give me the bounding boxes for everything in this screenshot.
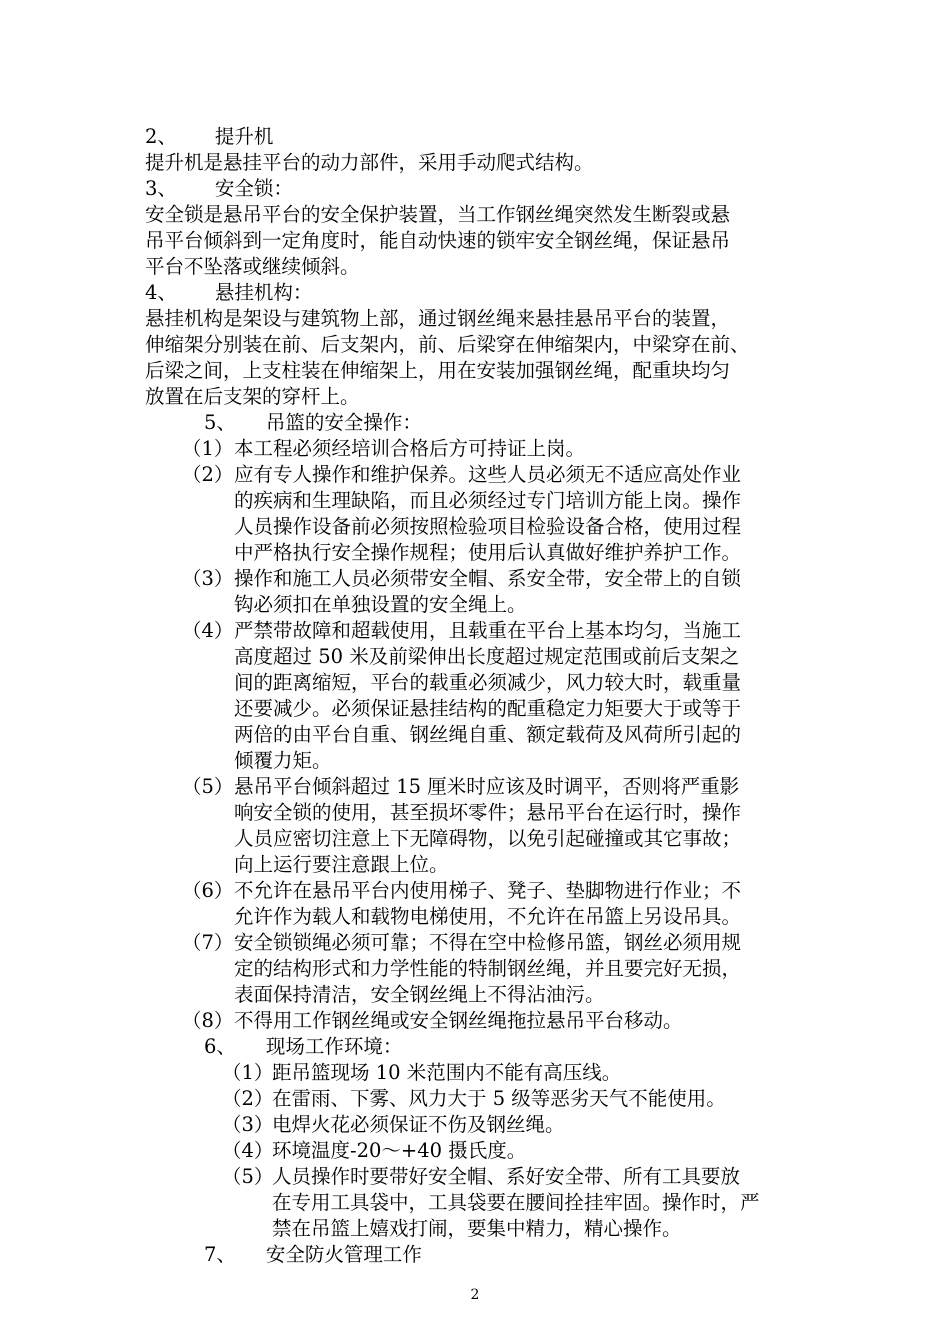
section-number: 3、 xyxy=(145,177,177,200)
section-title: 安全防火管理工作 xyxy=(265,1243,422,1266)
section-title: 提升机 xyxy=(214,125,274,148)
list-item-text: 间的距离缩短，平台的载重必须减少，风力较大时，载重量 xyxy=(234,671,742,694)
paragraph-line: 安全锁是悬吊平台的安全保护装置，当工作钢丝绳突然发生断裂或悬 xyxy=(145,203,731,226)
list-item-label: （7） xyxy=(182,931,234,954)
list-item-label: （1） xyxy=(222,1061,274,1084)
section-number: 2、 xyxy=(145,125,177,148)
section-title: 吊篮的安全操作： xyxy=(265,411,422,434)
list-item-text: 禁在吊篮上嬉戏打闹，要集中精力，精心操作。 xyxy=(272,1217,682,1240)
page-number: 2 xyxy=(470,1287,480,1303)
list-item-text: 定的结构形式和力学性能的特制钢丝绳，并且要完好无损， xyxy=(234,957,742,980)
paragraph-line: 放置在后支架的穿杆上。 xyxy=(145,385,360,408)
section-number: 6、 xyxy=(204,1035,236,1058)
list-item-text: 的疾病和生理缺陷，而且必须经过专门培训方能上岗。操作 xyxy=(234,489,742,512)
list-item-text: 不允许在悬吊平台内使用梯子、凳子、垫脚物进行作业；不 xyxy=(234,879,742,902)
list-item-text: 安全锁锁绳必须可靠；不得在空中检修吊篮，钢丝必须用规 xyxy=(234,931,742,954)
paragraph-line: 平台不坠落或继续倾斜。 xyxy=(145,255,360,278)
list-item-text: 表面保持清洁，安全钢丝绳上不得沾油污。 xyxy=(234,983,605,1006)
list-item-label: （4） xyxy=(182,619,234,642)
section-title: 安全锁： xyxy=(214,177,293,200)
list-item-label: （1） xyxy=(182,437,234,460)
paragraph-line: 伸缩架分别装在前、后支架内，前、后梁穿在伸缩架内，中梁穿在前、 xyxy=(145,333,750,356)
list-item-text: 距吊篮现场 10 米范围内不能有高压线。 xyxy=(272,1061,622,1084)
paragraph-line: 悬挂机构是架设与建筑物上部，通过钢丝绳来悬挂悬吊平台的装置， xyxy=(145,307,731,330)
list-item-text: 两倍的由平台自重、钢丝绳自重、额定载荷及风荷所引起的 xyxy=(234,723,742,746)
list-item-text: 人员操作设备前必须按照检验项目检验设备合格，使用过程 xyxy=(234,515,742,538)
section-heading-2 xyxy=(145,124,273,150)
section-title: 现场工作环境： xyxy=(265,1035,403,1058)
list-item-text: 严禁带故障和超载使用，且载重在平台上基本均匀，当施工 xyxy=(234,619,742,642)
list-item-label: （3） xyxy=(182,567,234,590)
list-item-text: 在雷雨、下雾、风力大于 5 级等恶劣天气不能使用。 xyxy=(272,1087,726,1110)
section-number: 4、 xyxy=(145,281,177,304)
list-item-label: （4） xyxy=(222,1139,274,1162)
list-item-text: 还要减少。必须保证悬挂结构的配重稳定力矩要大于或等于 xyxy=(234,697,742,720)
section-heading-4 xyxy=(145,280,312,306)
section-number: 7、 xyxy=(204,1243,236,1266)
list-item-label: （5） xyxy=(182,775,234,798)
list-item-label: （2） xyxy=(182,463,234,486)
list-item-text: 高度超过 50 米及前梁伸出长度超过规定范围或前后支架之 xyxy=(234,645,740,668)
section-heading-5 xyxy=(204,410,422,436)
paragraph-line: 提升机是悬挂平台的动力部件，采用手动爬式结构。 xyxy=(145,151,594,174)
list-item-text: 倾覆力矩。 xyxy=(234,749,332,772)
list-item-text: 本工程必须经培训合格后方可持证上岗。 xyxy=(234,437,586,460)
paragraph-line: 后梁之间，上支柱装在伸缩架上，用在安装加强钢丝绳，配重块均匀 xyxy=(145,359,731,382)
list-item-text: 应有专人操作和维护保养。这些人员必须无不适应高处作业 xyxy=(234,463,742,486)
section-number: 5、 xyxy=(204,411,236,434)
section-heading-3 xyxy=(145,176,293,202)
list-item-text: 在专用工具袋中，工具袋要在腰间拴挂牢固。操作时，严 xyxy=(272,1191,760,1214)
list-item-text: 悬吊平台倾斜超过 15 厘米时应该及时调平，否则将严重影 xyxy=(234,775,740,798)
list-item-label: （6） xyxy=(182,879,234,902)
section-title: 悬挂机构： xyxy=(214,281,313,304)
list-item-text: 环境温度-20～+40 摄氏度。 xyxy=(272,1139,527,1162)
list-item-label: （3） xyxy=(222,1113,274,1136)
list-item-label: （8） xyxy=(182,1009,234,1032)
list-item-text: 向上运行要注意跟上位。 xyxy=(234,853,449,876)
list-item-text: 允许作为载人和载物电梯使用，不允许在吊篮上另设吊具。 xyxy=(234,905,742,928)
paragraph-line: 吊平台倾斜到一定角度时，能自动快速的锁牢安全钢丝绳，保证悬吊 xyxy=(145,229,731,252)
list-item-text: 人员操作时要带好安全帽、系好安全带、所有工具要放 xyxy=(272,1165,741,1188)
list-item-text: 响安全锁的使用，甚至损坏零件；悬吊平台在运行时，操作 xyxy=(234,801,742,824)
list-item-label: （5） xyxy=(222,1165,274,1188)
list-item-text: 不得用工作钢丝绳或安全钢丝绳拖拉悬吊平台移动。 xyxy=(234,1009,683,1032)
list-item-label: （2） xyxy=(222,1087,274,1110)
section-heading-6 xyxy=(204,1034,402,1060)
list-item-text: 操作和施工人员必须带安全帽、系安全带，安全带上的自锁 xyxy=(234,567,742,590)
list-item-text: 人员应密切注意上下无障碍物，以免引起碰撞或其它事故； xyxy=(234,827,742,850)
list-item-text: 电焊火花必须保证不伤及钢丝绳。 xyxy=(272,1113,565,1136)
list-item-text: 钩必须扣在单独设置的安全绳上。 xyxy=(234,593,527,616)
section-heading-7 xyxy=(204,1242,422,1268)
list-item-text: 中严格执行安全操作规程；使用后认真做好维护养护工作。 xyxy=(234,541,742,564)
